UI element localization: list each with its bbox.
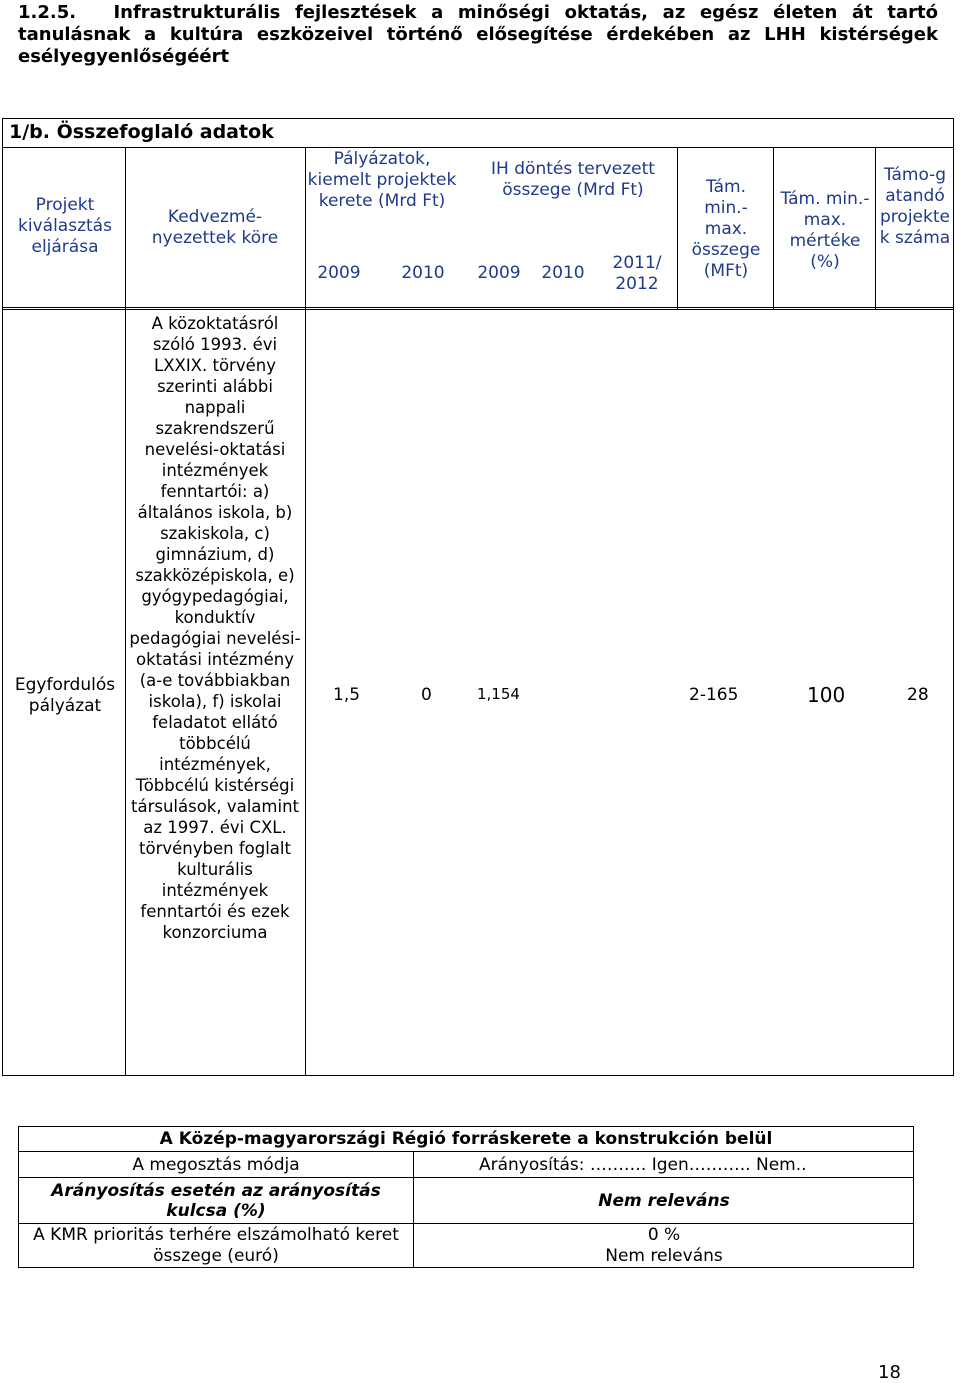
header-year-2009-b: 2009 [477, 263, 521, 283]
rule [3, 307, 953, 308]
section-heading [18, 2, 938, 68]
cell-eljaras: Egyfordulós pályázat [14, 675, 116, 716]
rule [875, 147, 876, 309]
page-number: 18 [878, 1362, 901, 1383]
table-title: 1/b. Összefoglaló adatok [9, 121, 274, 143]
rule [413, 1151, 414, 1267]
cell-tam-osszeg: 2-165 [689, 685, 739, 705]
header-eljaras: Projekt kiválasztás eljárása [18, 195, 112, 257]
cell-ih2009: 1,154 [477, 685, 520, 703]
row-label-kmr: A KMR prioritás terhére elszámolható keret összege (euró) [33, 1225, 399, 1266]
rule [125, 147, 126, 1075]
section-title: Infrastrukturális fejlesztések a minőségi oktatás, az egész életen át tartó tanulásnak a kultúra eszközeivel történő elősegítése érdekében az LHH kistérségek esélyegyenlőségéért [18, 2, 938, 67]
rule [305, 147, 306, 1075]
rule [19, 1223, 913, 1224]
cell-tam-mertek: 100 [807, 683, 846, 707]
header-year-2010-b: 2010 [541, 263, 585, 283]
rule [773, 147, 774, 309]
row-label-megosztas: A megosztás módja [132, 1155, 300, 1175]
header-kedvezmenyezettek: Kedvezmé-nyezettek köre [151, 207, 279, 248]
header-tam-osszege: Tám. min.-max. összege (MFt) [691, 177, 761, 281]
rule [677, 147, 678, 309]
section-number: 1.2.5. [18, 2, 77, 23]
row-value-kmr-note: Nem releváns [605, 1246, 723, 1266]
rule [19, 1151, 913, 1152]
header-ih-dontes: IH döntés tervezett összege (Mrd Ft) [491, 159, 655, 200]
row-label-kulcs: Arányosítás esetén az arányosítás kulcsa (%) [51, 1181, 381, 1221]
header-year-2010-a: 2010 [401, 263, 445, 283]
cell-p2010: 0 [421, 685, 432, 705]
rule [19, 1177, 913, 1178]
header-2011-2012: 2011/ 2012 [612, 253, 662, 294]
rule [3, 309, 953, 310]
regional-budget-table [18, 1126, 914, 1268]
row-value-megosztas: Arányosítás: ………. Igen……….. Nem.. [479, 1155, 807, 1175]
header-palyazatok: Pályázatok, kiemelt projektek kerete (Mrd Ft) [307, 149, 457, 211]
rule [3, 147, 953, 148]
cell-projektek-szama: 28 [907, 685, 929, 705]
summary-table [2, 118, 954, 1076]
row-value-kmr [415, 1225, 913, 1267]
row-value-kmr-percent: 0 % [647, 1225, 681, 1245]
table2-title: A Közép-magyarországi Régió forráskerete a konstrukción belül [159, 1129, 773, 1149]
header-year-2009-a: 2009 [317, 263, 361, 283]
row-value-kulcs: Nem releváns [598, 1191, 730, 1211]
cell-kedvezmenyezettek: A közoktatásról szóló 1993. évi LXXIX. törvény szerinti alábbi nappali szakrendszerű nevelési-oktatási intézmények fenntartói: a) általános iskola, b) szakiskola, c) gimnázium, d) szakközépiskola, e) gyógypedagógiai, konduktív pedagógiai nevelési-oktatási intézmény (a-e továbbiakban iskola), f) iskolai feladatot ellátó többcélú intézmények, Többcélú kistérségi társulások, valamint az 1997. évi CXL. törvényben foglalt kulturális intézmények fenntartói és ezek konzorciuma [129, 314, 301, 942]
cell-p2009: 1,5 [333, 685, 361, 705]
header-tam-mertek: Tám. min.-max. mértéke (%) [780, 189, 870, 272]
header-projektek-szama: Támo-gatandó projektek száma [879, 165, 951, 248]
